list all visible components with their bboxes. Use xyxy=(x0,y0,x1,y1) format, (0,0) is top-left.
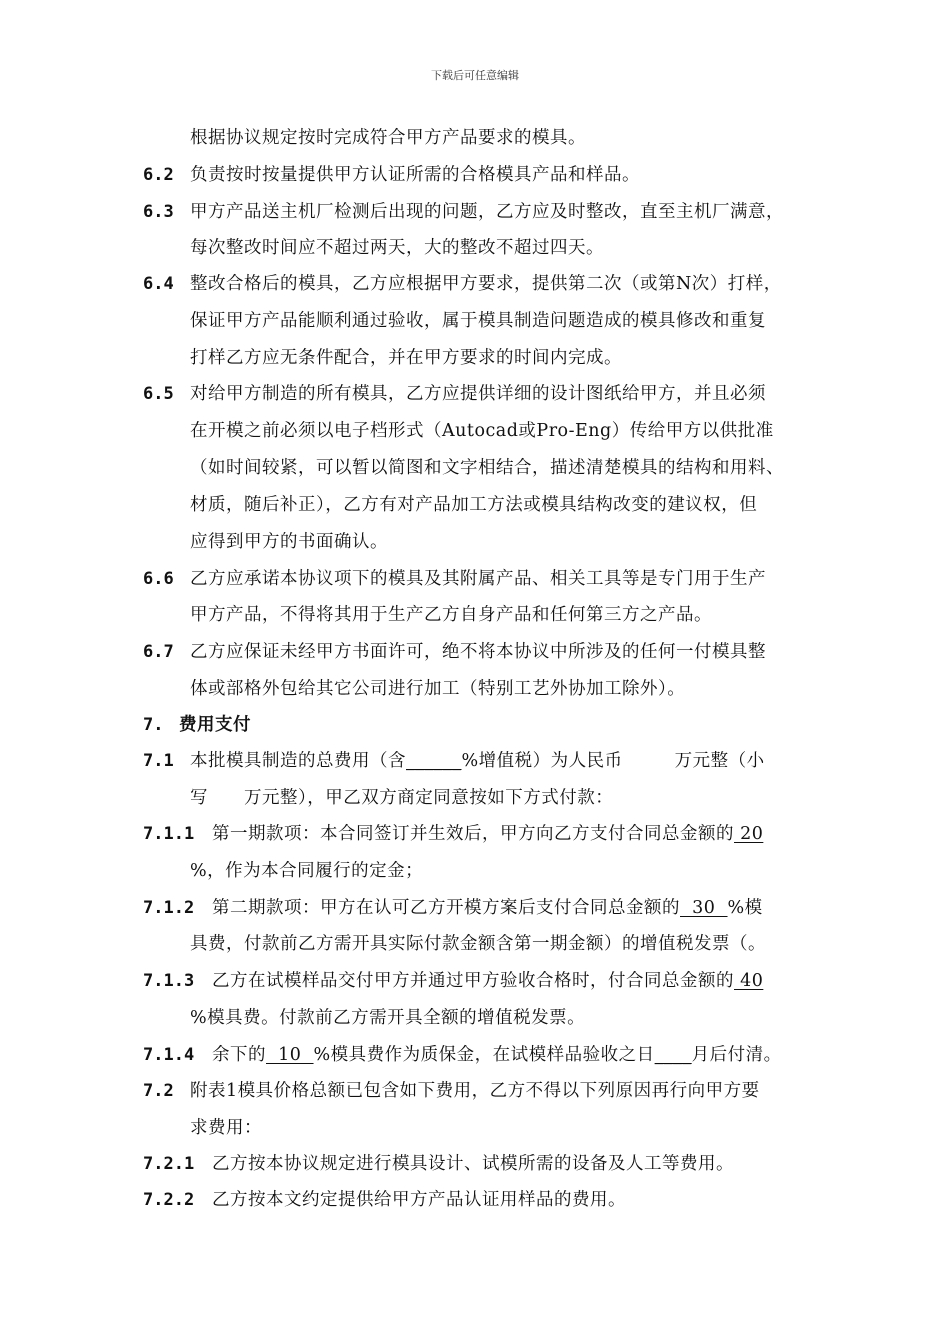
clause-6-2-text: 负责按时按量提供甲方认证所需的合格模具产品和样品。 xyxy=(190,165,640,185)
clause-7-1-1-line-2: %，作为本合同履行的定金； xyxy=(190,861,424,881)
clause-6-5-line-3: （如时间较紧，可以暂以简图和文字相结合，描述清楚模具的结构和用料、 xyxy=(190,458,784,478)
clause-6-3-number: 6.3 xyxy=(143,202,174,222)
clause-6-6-number: 6.6 xyxy=(143,569,174,589)
clause-7-1-1-number: 7.1.1 xyxy=(143,824,195,844)
clause-7-2-line-2: 求费用： xyxy=(190,1118,262,1138)
second-payment-percent: 30 xyxy=(680,898,728,918)
clause-7-2-1-number: 7.2.1 xyxy=(143,1154,195,1174)
clause-7-1-line-2 xyxy=(190,786,613,810)
clause-7-1-3-line-2: %模具费。付款前乙方需开具全额的增值税发票。 xyxy=(190,1008,586,1028)
clause-7-1-1-line-1 xyxy=(212,822,763,846)
clause-6-5-number: 6.5 xyxy=(143,384,174,404)
clause-6-4-number: 6.4 xyxy=(143,274,174,294)
clause-7-1-line-1 xyxy=(190,749,765,773)
clause-6-3-line-1: 甲方产品送主机厂检测后出现的问题，乙方应及时整改，直至主机厂满意， xyxy=(190,202,784,222)
first-payment-percent: 20 xyxy=(734,824,764,844)
clause-7-2-line-1: 附表1模具价格总额已包含如下费用，乙方不得以下列原因再行向甲方要 xyxy=(190,1081,760,1101)
clause-7-1-2-line-2: 具费，付款前乙方需开具实际付款金额含第一期金额）的增值税发票（。 xyxy=(190,934,766,954)
clause-7-1-4-text-a: 余下的 xyxy=(212,1045,266,1065)
clause-6-5-line-5: 应得到甲方的书面确认。 xyxy=(190,532,388,552)
clause-6-4-line-3: 打样乙方应无条件配合，并在甲方要求的时间内完成。 xyxy=(190,348,622,368)
clause-7-1-text-d: 写 xyxy=(190,788,208,808)
clause-7-1-2-text-a: 第二期款项：甲方在认可乙方开模方案后支付合同总金额的 xyxy=(212,898,680,918)
clause-7-1-1-text-a: 第一期款项：本合同签订并生效后，甲方向乙方支付合同总金额的 xyxy=(212,824,734,844)
clause-6-3-line-2: 每次整改时间应不超过两天，大的整改不超过四天。 xyxy=(190,238,604,258)
clause-6-7-number: 6.7 xyxy=(143,642,174,662)
clause-6-5-line-1: 对给甲方制造的所有模具，乙方应提供详细的设计图纸给甲方，并且必须 xyxy=(190,384,766,404)
clause-7-1-text-c: 万元整（小 xyxy=(674,751,765,771)
section-7-number: 7. xyxy=(143,715,164,735)
clause-7-2-1-text: 乙方按本协议规定进行模具设计、试模所需的设备及人工等费用。 xyxy=(212,1154,734,1174)
clause-7-1-3-line-1 xyxy=(212,969,763,993)
vat-rate-blank: ______ xyxy=(406,751,462,771)
clause-6-5-line-2: 在开模之前必须以电子档形式（Autocad或Pro-Eng）传给甲方以供批准 xyxy=(190,421,774,441)
clause-6-2-number: 6.2 xyxy=(143,165,174,185)
clause-6-4-line-1: 整改合格后的模具，乙方应根据甲方要求，提供第二次（或第N次）打样， xyxy=(190,274,782,294)
clause-6-5-line-4: 材质，随后补正），乙方有对产品加工方法或模具结构改变的建议权，但 xyxy=(190,495,758,515)
clause-7-2-number: 7.2 xyxy=(143,1081,174,1101)
retention-percent: 10 xyxy=(266,1045,314,1065)
clause-7-1-4-text-b: %模具费作为质保金，在试模样品验收之日 xyxy=(313,1045,655,1065)
clause-7-2-2-number: 7.2.2 xyxy=(143,1190,195,1210)
clause-7-1-2-number: 7.1.2 xyxy=(143,898,195,918)
warranty-months-blank: ____ xyxy=(654,1045,692,1065)
clause-7-1-text-b: %增值税）为人民币 xyxy=(461,751,623,771)
clause-7-1-4-number: 7.1.4 xyxy=(143,1045,195,1065)
clause-7-1-4-text-c: 月后付清。 xyxy=(691,1045,782,1065)
clause-7-1-text-a: 本批模具制造的总费用（含 xyxy=(190,751,406,771)
clause-6-6-line-2: 甲方产品，不得将其用于生产乙方自身产品和任何第三方之产品。 xyxy=(190,605,712,625)
clause-7-1-3-text-a: 乙方在试模样品交付甲方并通过甲方验收合格时，付合同总金额的 xyxy=(212,971,734,991)
clause-6-1-continuation: 根据协议规定按时完成符合甲方产品要求的模具。 xyxy=(190,128,586,148)
clause-7-2-2-text: 乙方按本文约定提供给甲方产品认证用样品的费用。 xyxy=(212,1190,626,1210)
clause-7-1-2-text-b: %模 xyxy=(727,898,763,918)
clause-6-7-line-2: 体或部格外包给其它公司进行加工（特别工艺外协加工除外）。 xyxy=(190,679,686,699)
section-7-title: 费用支付 xyxy=(179,715,251,735)
page-header-note: 下载后可任意编辑 xyxy=(431,69,519,82)
third-payment-percent: 40 xyxy=(734,971,764,991)
clause-6-4-line-2: 保证甲方产品能顺利通过验收，属于模具制造问题造成的模具修改和重复 xyxy=(190,311,766,331)
clause-7-1-2-line-1 xyxy=(212,896,763,920)
clause-6-7-line-1: 乙方应保证未经甲方书面许可，绝不将本协议中所涉及的任何一付模具整 xyxy=(190,642,766,662)
clause-6-6-line-1: 乙方应承诺本协议项下的模具及其附属产品、相关工具等是专门用于生产 xyxy=(190,569,766,589)
clause-7-1-text-e: 万元整），甲乙双方商定同意按如下方式付款： xyxy=(244,788,614,808)
clause-7-1-3-number: 7.1.3 xyxy=(143,971,195,991)
clause-7-1-number: 7.1 xyxy=(143,751,174,771)
clause-7-1-4-line-1 xyxy=(212,1043,782,1067)
